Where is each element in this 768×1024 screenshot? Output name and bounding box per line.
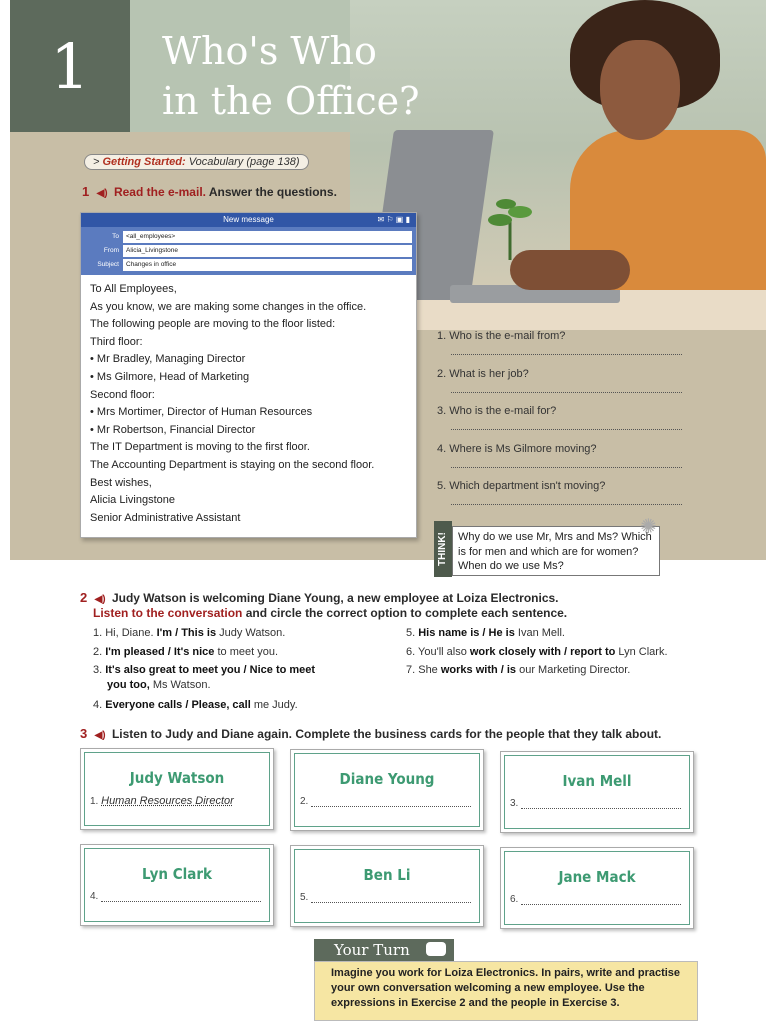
email-header-fields [81, 227, 416, 275]
exercise-2-instruction-rest: and circle the correct option to complete each sentence. [245, 606, 568, 620]
email-line: As you know, we are making some changes in the office. [90, 300, 367, 313]
sentence-item [93, 624, 315, 643]
exercise-1-heading [82, 184, 337, 199]
question-item [437, 443, 682, 481]
card-border [84, 848, 270, 922]
exercise-number: 2 [80, 590, 88, 605]
card-answer-line[interactable] [300, 796, 473, 807]
email-line: The following people are moving to the floor listed: [90, 318, 336, 331]
question-text: 5. Which department isn't moving? [437, 480, 606, 493]
business-card [500, 751, 694, 833]
sentence-text: me Judy. [250, 699, 298, 711]
question-item [437, 480, 682, 518]
question-text: 3. Who is the e-mail for? [437, 405, 557, 418]
email-to-field: <all_employees> [123, 231, 412, 243]
page-title [162, 26, 419, 126]
business-card [80, 748, 274, 830]
card-number: 5. [300, 892, 309, 903]
card-border [504, 851, 690, 925]
email-line: Best wishes, [90, 476, 152, 489]
sentence-text: Judy Watson. [216, 627, 286, 639]
think-label: THINK! [434, 521, 452, 577]
exercise-2-left-column [93, 624, 315, 715]
card-number: 1. [90, 796, 99, 807]
getting-started-text: Vocabulary (page 138) [188, 156, 300, 168]
email-window-title: New message [223, 215, 274, 224]
email-line: Second floor: [90, 388, 155, 401]
your-turn-section [314, 939, 698, 1021]
business-card [290, 845, 484, 927]
email-title-bar [81, 213, 416, 227]
unit-number: 1 [10, 0, 130, 132]
title-line-2: in the Office? [162, 79, 420, 123]
getting-started-label: Getting Started: [102, 156, 186, 168]
sentence-text: to meet you. [214, 645, 278, 658]
option-pair[interactable]: I'm / This is [156, 627, 217, 639]
exercise-2-heading [80, 590, 559, 605]
card-answer-line[interactable] [90, 891, 263, 902]
sentence-item [406, 661, 668, 680]
email-from-row [85, 244, 412, 257]
sentence-text: Lyn Clark. [615, 645, 668, 658]
email-toolbar-icons: ✉ ⚐ ▣ ▮ [377, 215, 410, 224]
sentence-text: 6. You'll also [406, 645, 470, 658]
card-name: Ben Li [363, 866, 411, 884]
card-answer: Human Resources Director [101, 795, 234, 807]
audio-icon[interactable]: ◀) [94, 730, 106, 741]
email-subject-label: Subject [97, 261, 119, 268]
blank-line[interactable] [521, 799, 681, 809]
email-line: Third floor: [90, 335, 143, 348]
exercise-1-instruction: Answer the questions. [208, 185, 337, 199]
card-name: Lyn Clark [142, 865, 212, 883]
card-answer-line[interactable] [90, 795, 263, 807]
title-line-1: Who's Who [162, 29, 377, 73]
sentence-text: 1. Hi, Diane. [93, 627, 157, 639]
your-turn-text: Imagine you work for Loiza Electronics. In pairs, write and practise your own conversation welcoming a new employee. Use the expressions in Exercise 2 and the people in Exercise 3. [314, 961, 698, 1021]
audio-icon[interactable]: ◀) [94, 594, 106, 605]
person-face [600, 40, 680, 140]
sentence-text: 5. [406, 627, 419, 639]
email-line: • Ms Gilmore, Head of Marketing [90, 370, 250, 383]
exercise-3-heading [80, 726, 661, 741]
exercise-2-instruction-red: Listen to the conversation [93, 606, 243, 620]
card-number: 3. [510, 798, 519, 809]
answer-line[interactable] [451, 504, 682, 505]
option-pair[interactable]: It's also great to meet you / Nice to meet [105, 664, 316, 676]
exercise-2-right-column [406, 624, 668, 680]
email-to-row [85, 230, 412, 243]
email-body [81, 275, 416, 533]
sentence-item [93, 678, 315, 693]
answer-line[interactable] [451, 354, 682, 355]
email-window [80, 212, 417, 538]
card-name: Ivan Mell [562, 772, 632, 790]
card-answer-line[interactable] [510, 894, 683, 905]
sentence-item [93, 643, 315, 662]
card-border [294, 753, 480, 827]
card-border [84, 752, 270, 826]
option-pair[interactable]: Everyone calls / Please, call [105, 699, 251, 711]
question-text: 4. Where is Ms Gilmore moving? [437, 442, 597, 455]
email-line: Senior Administrative Assistant [90, 511, 241, 524]
business-card [80, 844, 274, 926]
exercise-3-heading-text: Listen to Judy and Diane again. Complete the business cards for the people that they talk about. [111, 727, 662, 741]
option-pair[interactable]: works with / is [440, 664, 517, 676]
card-border [294, 849, 480, 923]
email-subject-field: Changes in office [123, 259, 412, 271]
question-text: 1. Who is the e-mail from? [437, 330, 566, 342]
answer-line[interactable] [451, 392, 682, 393]
exercise-number: 1 [82, 184, 90, 199]
sentence-text: 2. [93, 645, 106, 658]
email-line: The IT Department is moving to the first floor. [90, 441, 310, 454]
email-line: To All Employees, [90, 283, 177, 295]
email-subject-row [85, 258, 412, 271]
your-turn-title: Your Turn [314, 939, 454, 961]
question-item [437, 405, 682, 443]
option-pair[interactable]: I'm pleased / It's nice [105, 645, 215, 658]
question-item [437, 368, 682, 406]
option-pair[interactable]: work closely with / report to [469, 645, 616, 658]
email-line: • Mr Bradley, Managing Director [90, 353, 246, 366]
answer-line[interactable] [451, 467, 682, 468]
question-item [437, 330, 682, 368]
audio-icon[interactable]: ◀) [96, 188, 108, 199]
lightbulb-icon: ✺ [640, 516, 657, 538]
speech-bubble-icon [426, 942, 446, 956]
email-line: • Mr Robertson, Financial Director [90, 423, 256, 436]
card-name: Jane Mack [558, 868, 636, 886]
email-from-field: Alicia_Livingstone [123, 245, 412, 257]
sentence-text: our Marketing Director. [516, 664, 631, 676]
card-number: 4. [90, 891, 99, 902]
exercise-2-instruction [93, 606, 567, 620]
exercise-1-instruction-bold: Read the e-mail. [113, 185, 206, 199]
sentence-item [406, 624, 668, 643]
option-pair[interactable]: His name is / He is [418, 627, 515, 639]
sentence-text: 3. [93, 664, 106, 676]
exercise-number: 3 [80, 726, 88, 741]
sentence-text: 7. She [406, 664, 441, 676]
sentence-item [406, 643, 668, 662]
sentence-text: 4. [93, 699, 106, 711]
sentence-item [93, 663, 315, 678]
blank-line[interactable] [311, 797, 471, 807]
getting-started-link[interactable] [84, 154, 309, 170]
business-card [500, 847, 694, 929]
option-pair[interactable]: you too, [107, 679, 150, 691]
email-from-label: From [103, 247, 119, 254]
card-answer-line[interactable] [300, 892, 473, 903]
blank-line[interactable] [521, 895, 681, 905]
sentence-text: Ivan Mell. [514, 627, 565, 639]
answer-line[interactable] [451, 429, 682, 430]
question-text: 2. What is her job? [437, 367, 529, 380]
blank-line[interactable] [311, 893, 471, 903]
chevron-right-icon: > [93, 156, 100, 168]
card-number: 2. [300, 796, 309, 807]
card-name: Diane Young [339, 770, 435, 788]
exercise-2-heading-text: Judy Watson is welcoming Diane Young, a new employee at Loiza Electronics. [111, 591, 559, 605]
think-box: Why do we use Mr, Mrs and Ms? Which is for men and which are for women? When do we use Ms? [452, 526, 660, 576]
card-border [504, 755, 690, 829]
email-line: • Mrs Mortimer, Director of Human Resources [90, 406, 313, 419]
blank-line[interactable] [101, 892, 261, 902]
email-line: Alicia Livingstone [90, 494, 175, 507]
exercise-1-questions [437, 330, 682, 518]
email-to-label: To [112, 233, 119, 240]
person-arm [510, 250, 630, 290]
business-card [290, 749, 484, 831]
card-name: Judy Watson [129, 769, 225, 787]
email-line: The Accounting Department is staying on the second floor. [90, 458, 375, 471]
card-answer-line[interactable] [510, 798, 683, 809]
sentence-item [93, 696, 315, 715]
sentence-text: Ms Watson. [149, 679, 211, 691]
card-number: 6. [510, 894, 519, 905]
